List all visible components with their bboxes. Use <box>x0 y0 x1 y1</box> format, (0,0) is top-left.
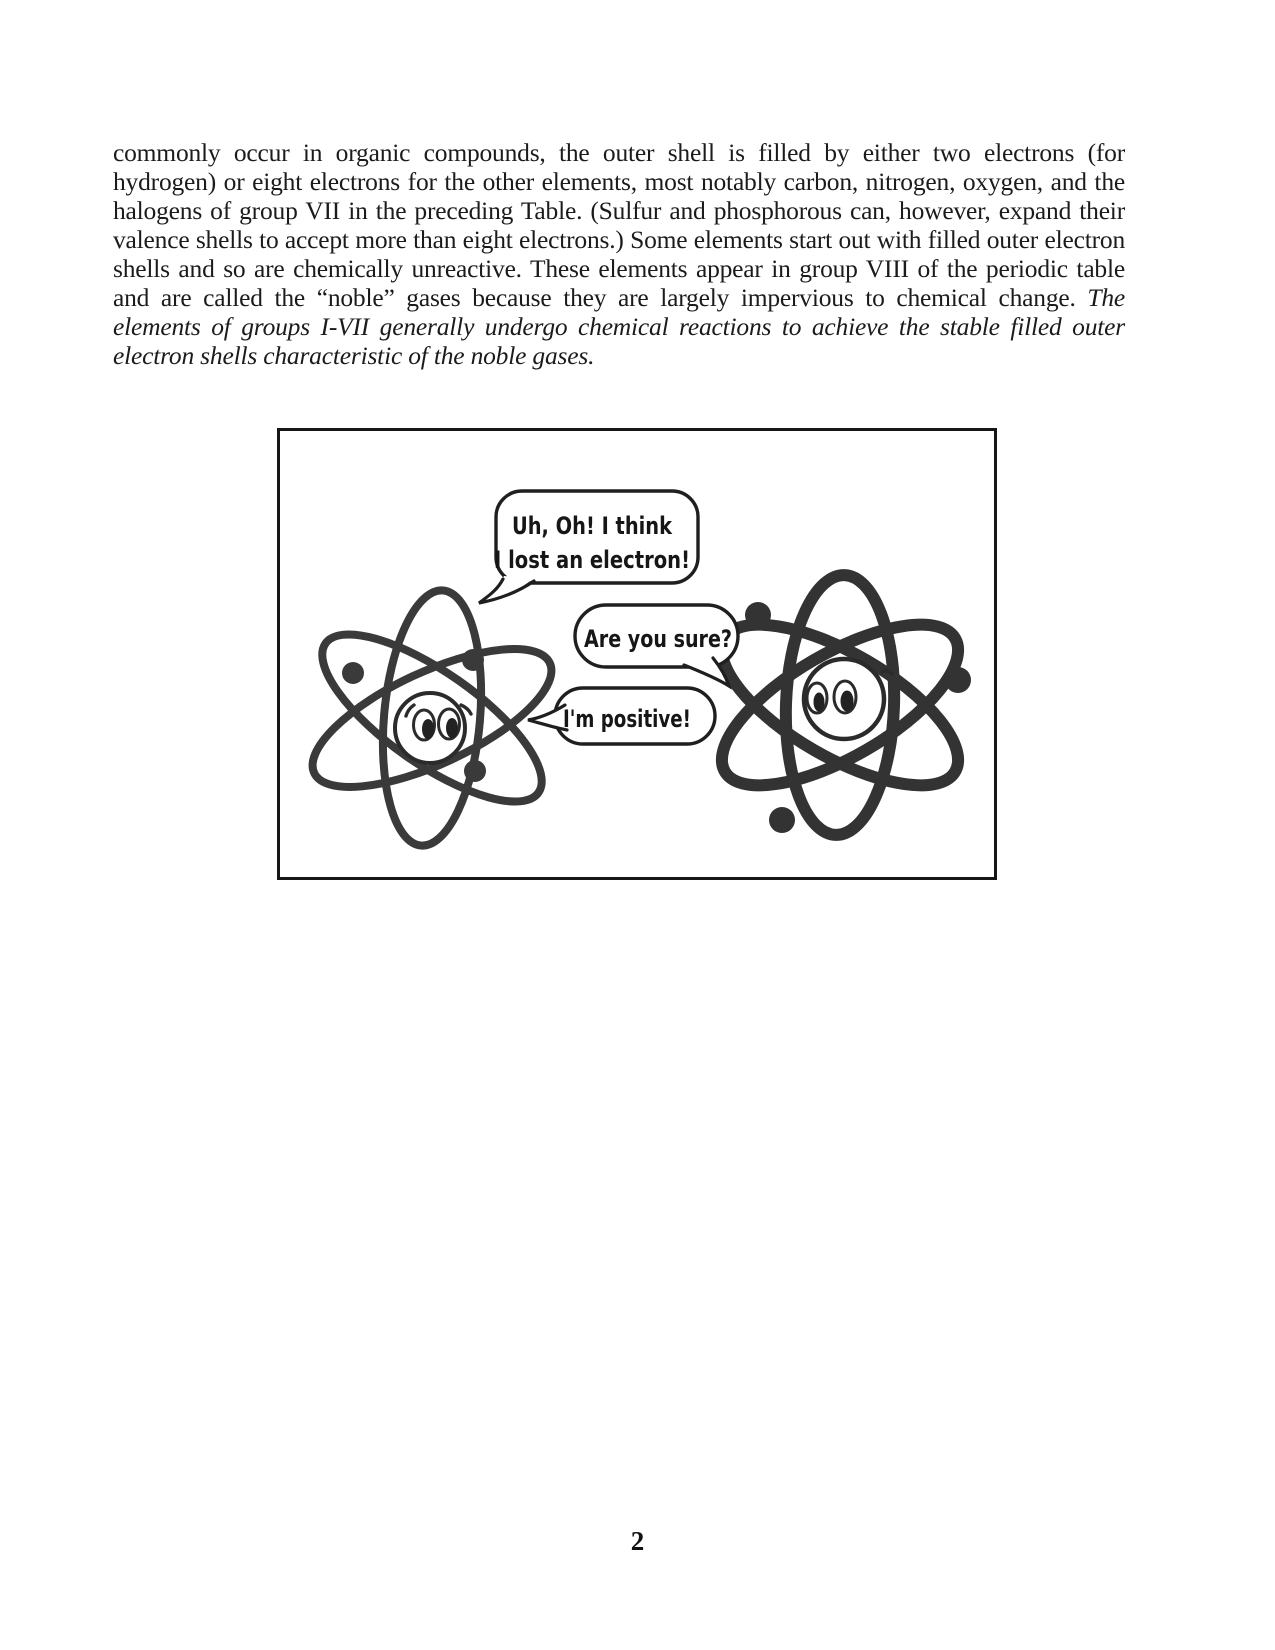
paragraph-regular-text: commonly occur in organic compounds, the outer shell is filled by either two electrons (for hydrogen) or eight electrons for the other elements, most notably carbon, nitrogen, oxygen, and the halogens of group VII in the preceding Table. (Sulfur and phosphorous can, however, expand their valence shells to accept more than eight electrons.) Some elements start out with filled outer electron shells and so are chemically unreactive. These elements appear in group VIII of the periodic table and are called the “noble” gases because they are largely impervious to chemical change. <box>113 138 1125 312</box>
electron-dot <box>769 807 795 833</box>
pupil <box>446 718 458 738</box>
right-atom <box>699 573 981 837</box>
speech-bubble-im-positive <box>527 688 715 744</box>
electron-dot <box>464 760 486 782</box>
speech-bubble-are-you-sure <box>575 605 738 686</box>
paragraph-italic-text: The elements of groups I-VII generally undergo chemical reactions to achieve the stable filled outer electron shells characteristic of the noble gases. <box>113 283 1125 370</box>
paragraph <box>113 138 1125 370</box>
left-atom <box>295 586 570 849</box>
page-number: 2 <box>630 1526 645 1556</box>
electron-dot <box>945 667 971 693</box>
speech-bubble-text-line2: I lost an electron! <box>494 546 690 574</box>
atom-cartoon-illustration <box>280 431 994 877</box>
pupil <box>814 693 825 712</box>
speech-bubble-text-line1: Uh, Oh! I think <box>512 512 673 540</box>
atom-cartoon-figure <box>277 428 997 880</box>
speech-bubble-text: Are you sure? <box>584 625 732 653</box>
pupil <box>841 691 854 712</box>
pupil <box>422 719 434 739</box>
electron-dot <box>342 662 364 684</box>
speech-bubble-lost-electron <box>479 491 698 603</box>
electron-dot <box>745 602 771 628</box>
speech-bubble-text: I'm positive! <box>563 705 691 733</box>
speech-bubble-tail <box>479 576 534 603</box>
electron-dot <box>462 649 484 671</box>
